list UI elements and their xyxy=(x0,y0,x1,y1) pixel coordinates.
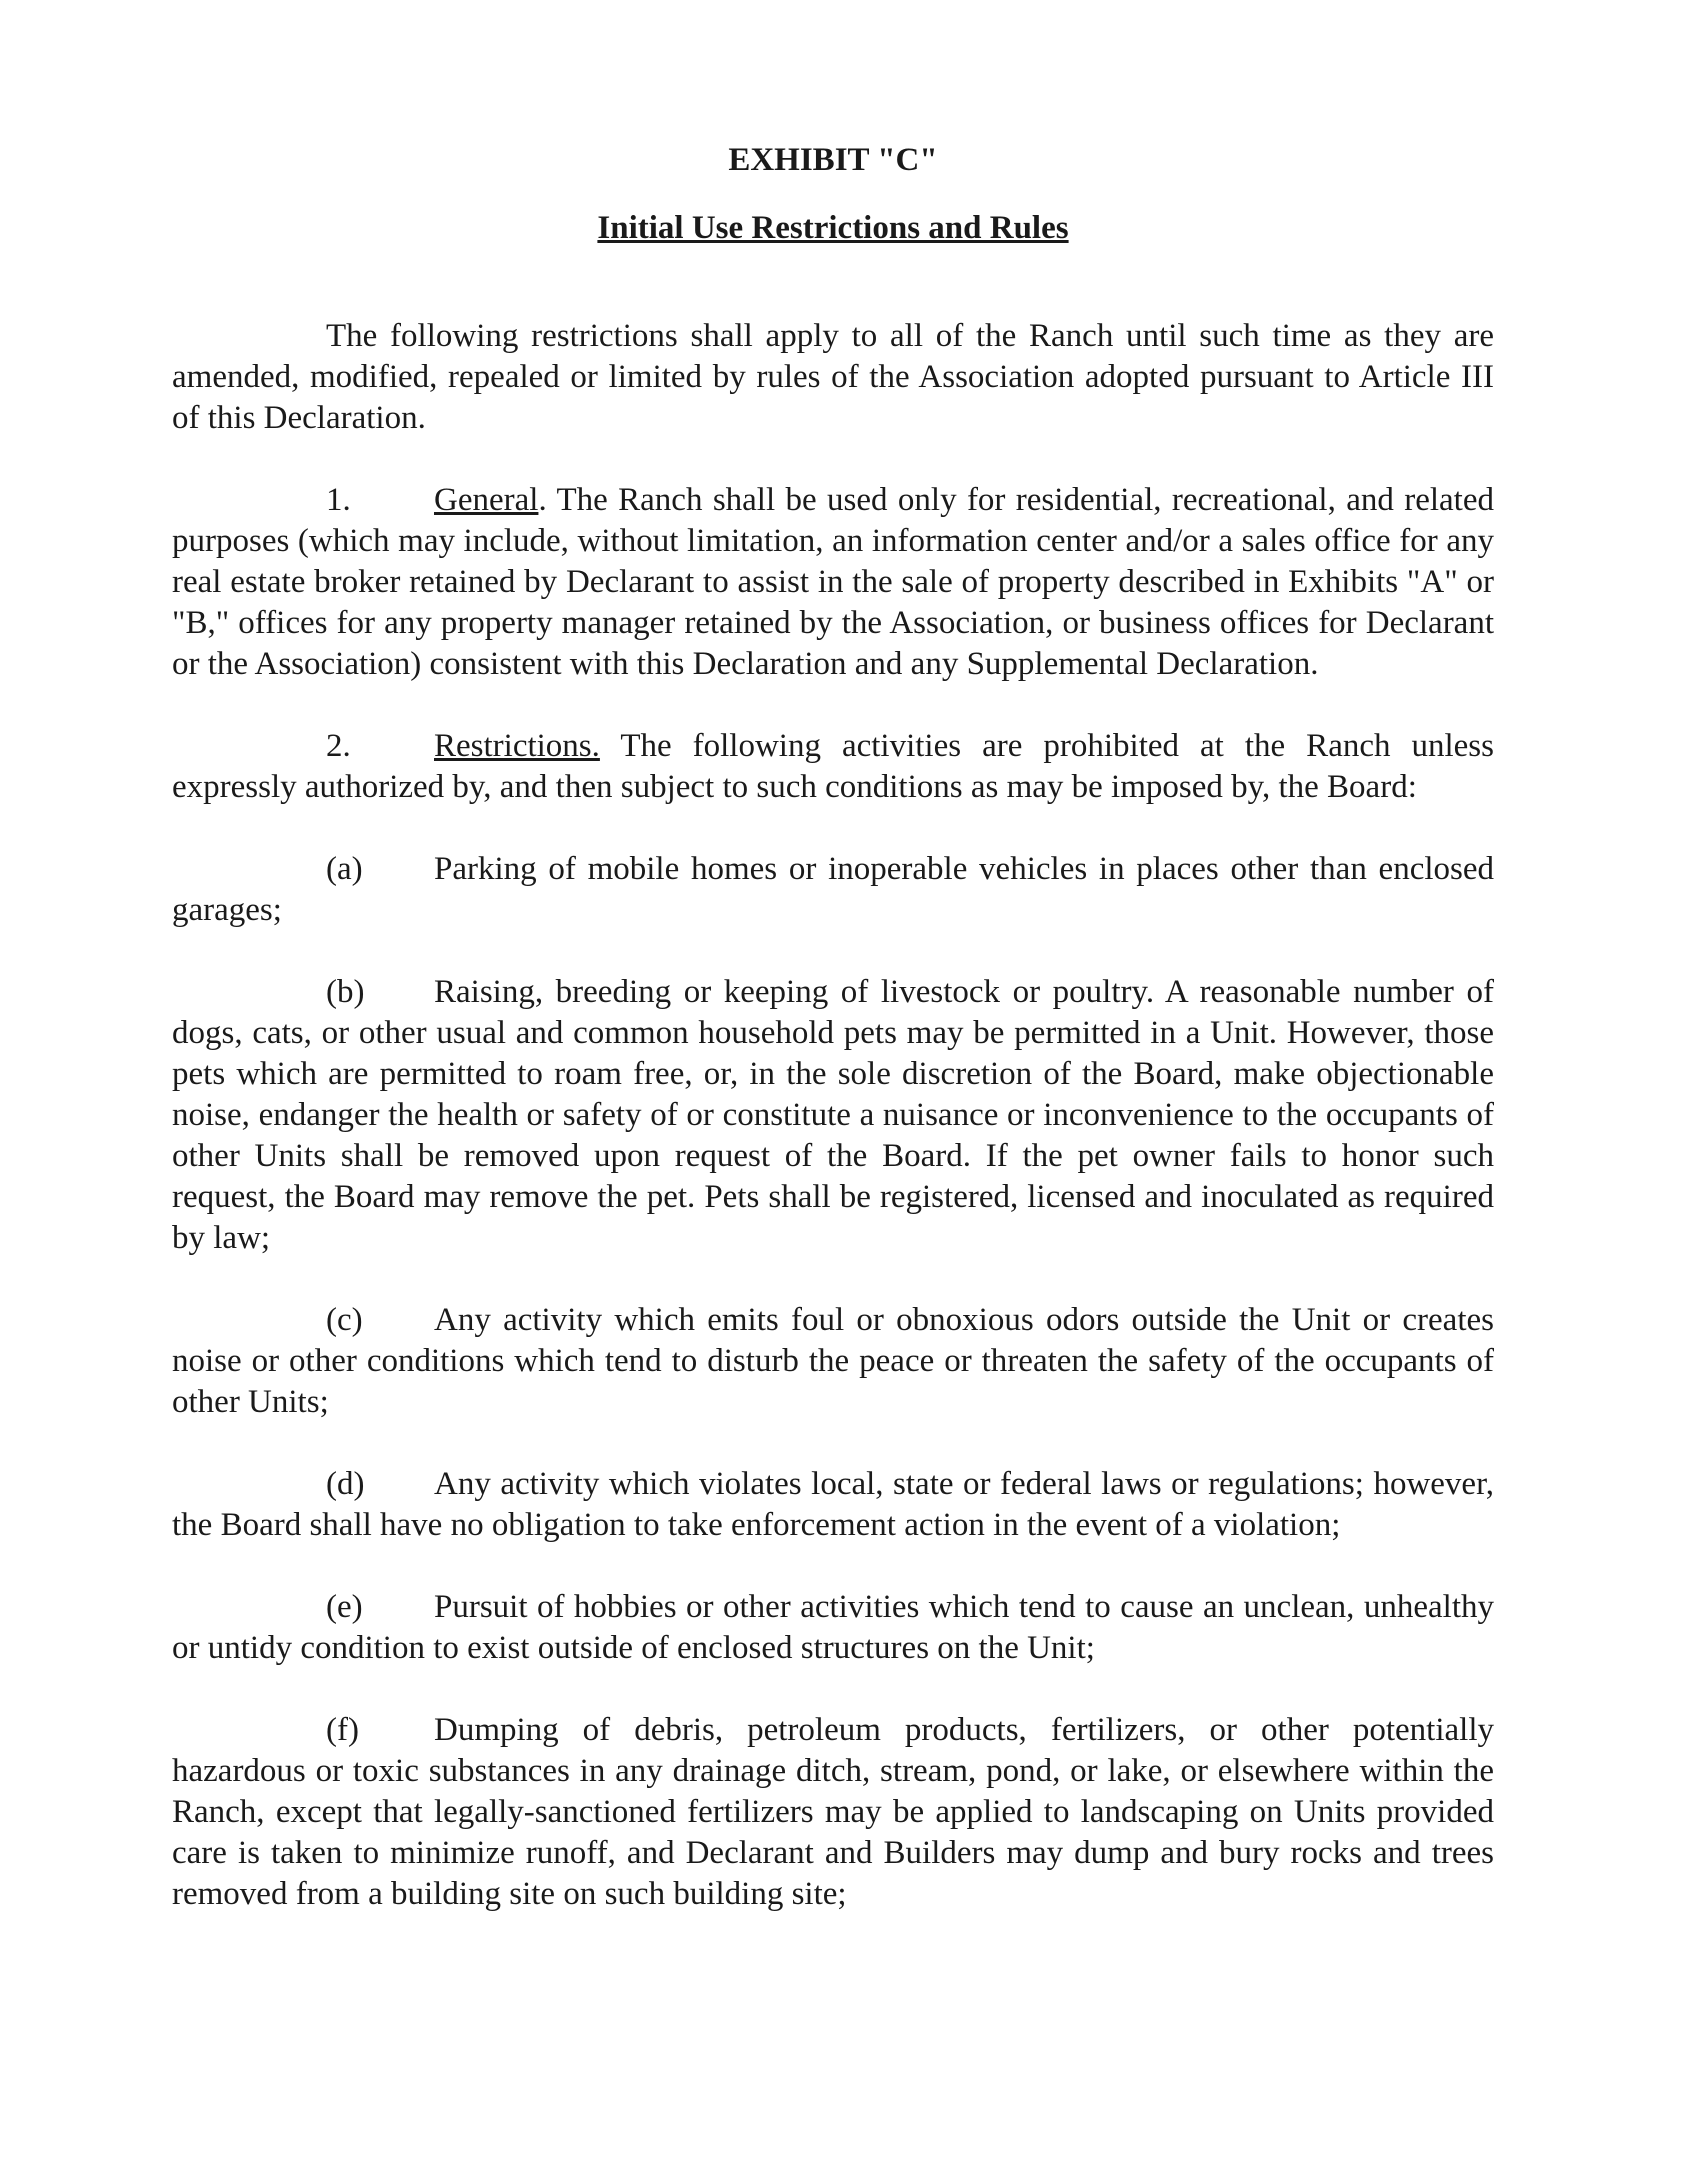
restriction-item-f xyxy=(172,1710,1494,1915)
document-subtitle: Initial Use Restrictions and Rules xyxy=(597,210,1069,246)
restriction-item-a xyxy=(172,849,1494,931)
restriction-item-d xyxy=(172,1464,1494,1546)
restriction-item-b xyxy=(172,972,1494,1259)
item-label: (d) xyxy=(326,1466,365,1502)
item-label: (e) xyxy=(326,1589,363,1625)
item-text: Parking of mobile homes or inoperable vehicles in places other than enclosed garages; xyxy=(172,851,1494,928)
item-text: Raising, breeding or keeping of livestock or poultry. A reasonable number of dogs, cats, or other usual and common household pets may be permitted in a Unit. However, those pets which are permitted to roam free, or, in the sole discretion of the Board, make objectionable noise, endanger the health or safety of or constitute a nuisance or inconvenience to the occupants of other Units shall be removed upon request of the Board. If the pet owner fails to honor such request, the Board may remove the pet. Pets shall be registered, licensed and inoculated as required by law; xyxy=(172,974,1494,1256)
document-page xyxy=(172,140,1494,1915)
item-label: (f) xyxy=(326,1712,359,1748)
restriction-item-e xyxy=(172,1587,1494,1669)
restriction-item-c xyxy=(172,1300,1494,1423)
item-label: (a) xyxy=(326,851,363,887)
section-heading: Restrictions. xyxy=(434,728,600,764)
section-heading: General xyxy=(434,482,539,518)
section-number: 2. xyxy=(326,728,351,764)
item-label: (b) xyxy=(326,974,365,1010)
item-text: Any activity which violates local, state or federal laws or regulations; however, the Board shall have no obligation to take enforcement action in the event of a violation; xyxy=(172,1466,1494,1543)
section-text: The following activities are prohibited at the Ranch unless expressly authorized by, and then subject to such conditions as may be imposed by, the Board: xyxy=(172,728,1494,805)
section-general xyxy=(172,480,1494,685)
item-text: Dumping of debris, petroleum products, fertilizers, or other potentially hazardous or toxic substances in any drainage ditch, stream, pond, or lake, or elsewhere within the Ranch, except that legally-sanctioned fertilizers may be applied to landscaping on Units provided care is taken to minimize runoff, and Declarant and Builders may dump and bury rocks and trees removed from a building site on such building site; xyxy=(172,1712,1494,1912)
section-number: 1. xyxy=(326,482,351,518)
item-label: (c) xyxy=(326,1302,363,1338)
section-text: The Ranch shall be used only for residential, recreational, and related purposes (which may include, without limitation, an information center and/or a sales office for any real estate broker retained by Declarant to assist in the sale of property described in Exhibits "A" or "B," offices for any property manager retained by the Association, or business offices for Declarant or the Association) consistent with this Declaration and any Supplemental Declaration. xyxy=(172,482,1494,682)
intro-paragraph: The following restrictions shall apply to all of the Ranch until such time as they are amended, modified, repealed or limited by rules of the Association adopted pursuant to Article III of this Declaration. xyxy=(172,318,1494,436)
exhibit-title: EXHIBIT "C" xyxy=(728,142,938,178)
item-text: Any activity which emits foul or obnoxious odors outside the Unit or creates noise or other conditions which tend to disturb the peace or threaten the safety of the occupants of other Units; xyxy=(172,1302,1494,1420)
section-restrictions xyxy=(172,726,1494,808)
section-heading-punct: . xyxy=(538,482,547,518)
item-text: Pursuit of hobbies or other activities which tend to cause an unclean, unhealthy or untidy condition to exist outside of enclosed structures on the Unit; xyxy=(172,1589,1494,1666)
